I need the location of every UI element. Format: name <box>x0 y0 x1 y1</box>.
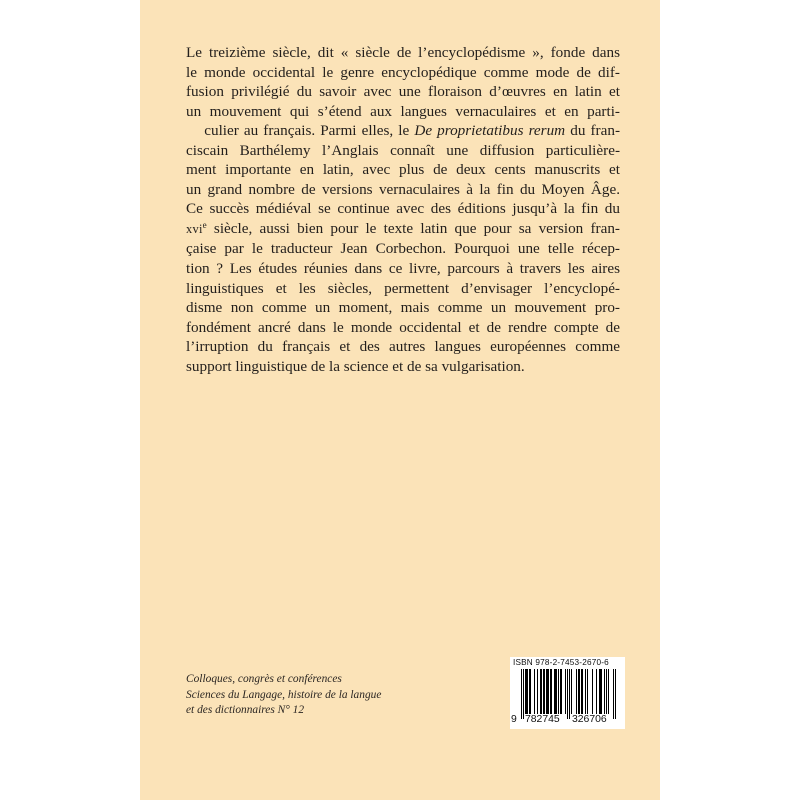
barcode-bar <box>554 669 555 714</box>
barcode-bar <box>604 669 605 714</box>
barcode-bar <box>527 669 528 714</box>
blurb-line: un grand nombre de versions vernaculaires à la fin du Moyen Âge. <box>186 180 620 198</box>
barcode-digit-group-right: 326706 <box>572 714 607 725</box>
barcode-bar <box>530 669 531 714</box>
barcode-bar <box>525 669 526 714</box>
work-title: De proprietatibus rerum <box>414 122 566 140</box>
barcode-bar <box>544 669 545 714</box>
barcode-bar <box>548 669 549 714</box>
blurb-line <box>186 121 620 141</box>
blurb-line: un mouvement qui s’étend aux langues vernaculaires et en parti- <box>186 102 620 120</box>
series-line: Colloques, congrès et conférences <box>186 673 342 685</box>
barcode-bar <box>587 669 588 714</box>
barcode-bar <box>585 669 586 714</box>
barcode-bar <box>543 669 544 714</box>
barcode-bar <box>579 669 580 714</box>
blurb-line: tion ? Les études réunies dans ce livre, parcours à travers les aires <box>186 260 620 278</box>
barcode-bar <box>599 669 600 714</box>
barcode-digit-group-left: 782745 <box>525 714 560 725</box>
century-numeral: xvi <box>186 221 203 236</box>
barcode-bar <box>582 669 583 714</box>
barcode-bar <box>560 669 561 714</box>
blurb-line: Ce succès médiéval se continue avec des éditions jusqu’à la fin du <box>186 200 620 218</box>
isbn-label: ISBN 978-2-7453-2670-6 <box>513 658 609 667</box>
barcode-bar <box>596 669 597 714</box>
barcode-bar <box>613 669 614 719</box>
barcode-bar <box>534 669 535 714</box>
barcode-bar <box>555 669 556 714</box>
blurb-line <box>186 219 620 240</box>
barcode-bar <box>608 669 609 714</box>
cover-blurb <box>186 43 620 376</box>
barcode-bar <box>529 669 530 714</box>
barcode-bar <box>537 669 538 714</box>
barcode-bar <box>581 669 582 714</box>
series-line: et des dictionnaires N° 12 <box>186 704 305 717</box>
barcode-bar <box>526 669 527 714</box>
blurb-line: fusion privilégié du savoir avec une floraison d’œuvres en latin et <box>186 83 620 101</box>
barcode-bar <box>567 669 568 719</box>
isbn-barcode <box>510 657 625 729</box>
barcode-digit-lead: 9 <box>511 714 517 725</box>
barcode-bar <box>558 669 559 714</box>
barcode-bar <box>576 669 577 714</box>
barcode-bar <box>571 669 572 714</box>
blurb-line: fondément ancré dans le monde occidental et de rendre compte de <box>186 318 620 336</box>
barcode-bar <box>546 669 547 714</box>
barcode-bar <box>601 669 602 714</box>
blurb-line: disme non comme un moment, mais comme un mouvement pro- <box>186 299 620 317</box>
barcode-bar <box>540 669 541 714</box>
blurb-line: linguistiques et les siècles, permettent d’envisager l’encyclopé- <box>186 279 620 297</box>
barcode-bar <box>578 669 579 714</box>
blurb-line: l’irruption du français et des autres langues européennes comme <box>186 338 620 356</box>
barcode-bar <box>592 669 593 714</box>
barcode-bar <box>615 669 616 719</box>
barcode-bar <box>521 669 522 719</box>
blurb-line: Le treizième siècle, dit « siècle de l’encyclopédisme », fonde dans <box>186 44 620 61</box>
barcode-bar <box>551 669 552 714</box>
barcode-bar <box>600 669 601 714</box>
barcode-bar <box>565 669 566 714</box>
blurb-line: support linguistique de la science et de sa vulgarisation. <box>186 357 525 375</box>
blurb-text: siècle, aussi bien pour le texte latin que pour sa version fran- <box>213 219 620 237</box>
barcode-bar <box>556 669 557 714</box>
century-suffix: e <box>202 219 207 230</box>
barcode-bar <box>569 669 570 719</box>
blurb-line: çaise par le traducteur Jean Corbechon. Pourquoi une telle récep- <box>186 240 620 258</box>
barcode-bar <box>561 669 562 714</box>
barcode-bar <box>523 669 524 719</box>
series-info <box>186 672 426 719</box>
blurb-line: ment importante en latin, avec plus de deux cents manuscrits et <box>186 161 620 179</box>
blurb-line: ciscain Barthélemy l’Anglais connaît une diffusion particulière- <box>186 141 620 159</box>
blurb-line: le monde occidental le genre encyclopédique comme mode de dif- <box>186 63 620 81</box>
back-cover <box>140 0 660 800</box>
blurb-text: du fran- <box>570 122 621 140</box>
barcode-bar <box>606 669 607 714</box>
series-line: Sciences du Langage, histoire de la langue <box>186 688 382 701</box>
barcode-bar <box>541 669 542 714</box>
barcode-bar <box>547 669 548 714</box>
barcode-bar <box>550 669 551 714</box>
blurb-text: culier au français. Parmi elles, le <box>204 122 410 140</box>
